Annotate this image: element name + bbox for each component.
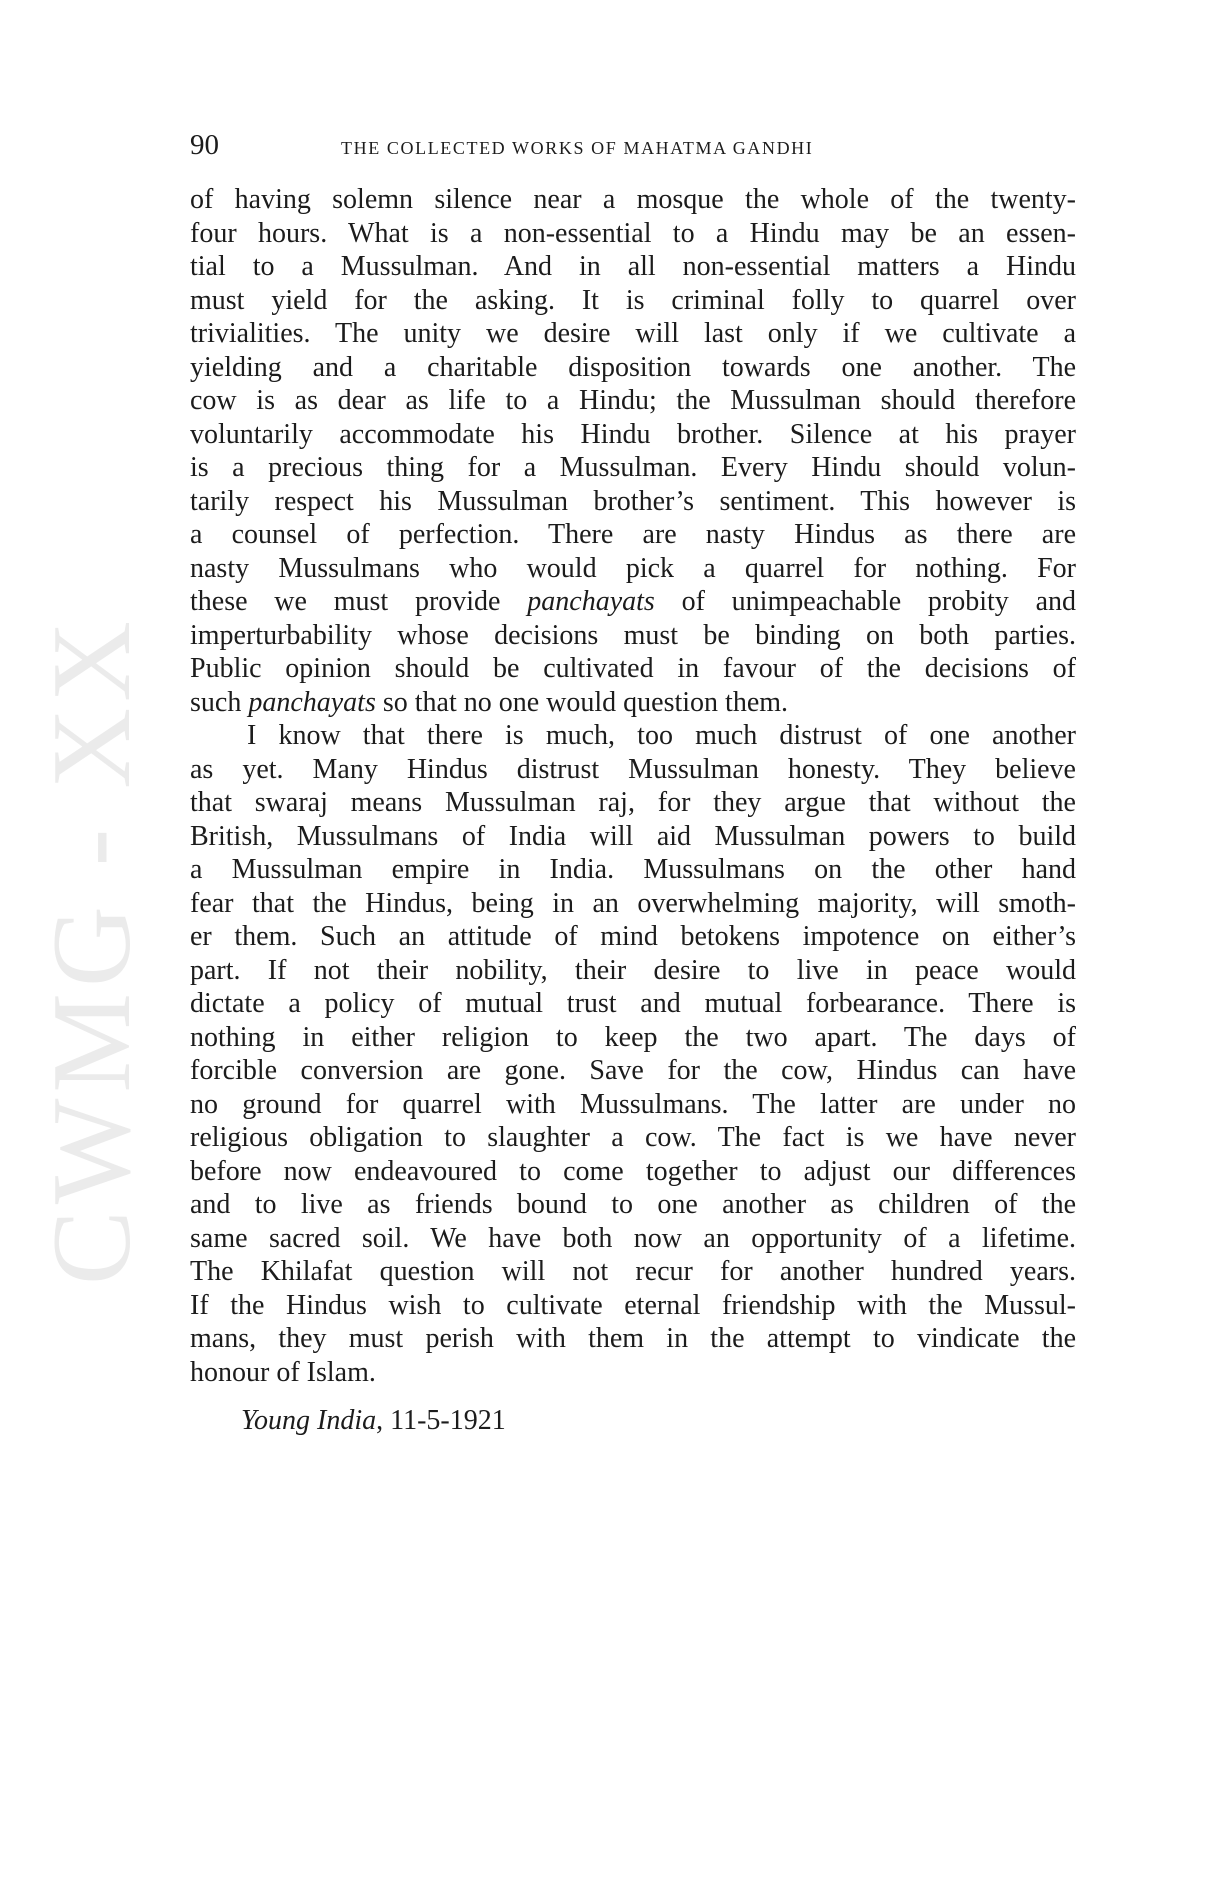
text-line bbox=[190, 1322, 1076, 1356]
text-line bbox=[190, 753, 1076, 787]
text-line bbox=[190, 585, 1076, 619]
text-segment: a Mussulman empire in India. Mussulmans on the other hand bbox=[190, 854, 1076, 885]
text-segment: nothing in either religion to keep the two apart. The days of bbox=[190, 1021, 1076, 1053]
text-segment: imperturbability whose decisions must be binding on both parties. bbox=[190, 619, 1076, 651]
text-line bbox=[190, 853, 1076, 887]
text-line bbox=[190, 719, 1076, 753]
text-segment: I know that there is much, too much distrust of one another bbox=[247, 720, 1076, 751]
source-date: 11-5-1921 bbox=[390, 1405, 506, 1436]
source-publication: Young India bbox=[241, 1405, 377, 1436]
source-separator: , bbox=[376, 1405, 391, 1436]
text-line bbox=[190, 485, 1076, 519]
text-line bbox=[190, 1121, 1076, 1155]
text-line bbox=[190, 652, 1076, 686]
text-line bbox=[190, 887, 1076, 921]
text-line bbox=[190, 1289, 1076, 1323]
text-line bbox=[190, 1054, 1076, 1088]
text-segment: fear that the Hindus, being in an overwhelming majority, will smoth- bbox=[190, 887, 1076, 919]
text-segment: trivialities. The unity we desire will last only if we cultivate a bbox=[190, 318, 1076, 349]
text-line bbox=[190, 786, 1076, 820]
body-text bbox=[190, 183, 1076, 1389]
text-line bbox=[190, 1255, 1076, 1289]
text-segment: such bbox=[190, 686, 249, 718]
text-segment: cow is as dear as life to a Hindu; the Mussulman should therefore bbox=[190, 385, 1076, 416]
text-segment: that swaraj means Mussulman raj, for they argue that without the bbox=[190, 787, 1076, 818]
text-line bbox=[190, 518, 1076, 552]
text-line bbox=[190, 1021, 1076, 1055]
watermark: CWMG - XX bbox=[30, 615, 154, 1285]
text-segment: as yet. Many Hindus distrust Mussulman honesty. They believe bbox=[190, 753, 1076, 785]
text-segment: er them. Such an attitude of mind betokens impotence on either’s bbox=[190, 921, 1076, 952]
running-title: THE COLLECTED WORKS OF MAHATMA GANDHI bbox=[341, 138, 814, 158]
text-segment: a counsel of perfection. There are nasty Hindus as there are bbox=[190, 519, 1076, 550]
text-line bbox=[190, 384, 1076, 418]
text-line bbox=[190, 284, 1076, 318]
text-segment: same sacred soil. We have both now an opportunity of a lifetime. bbox=[190, 1222, 1076, 1254]
paragraph bbox=[190, 719, 1076, 1389]
text-line bbox=[190, 1188, 1076, 1222]
text-segment: dictate a policy of mutual trust and mutual forbearance. There is bbox=[190, 988, 1076, 1019]
italic-term: panchayats bbox=[527, 586, 655, 617]
text-segment: If the Hindus wish to cultivate eternal friendship with the Mussul- bbox=[190, 1289, 1076, 1321]
text-segment: of unimpeachable probity and bbox=[654, 586, 1076, 617]
text-line bbox=[190, 317, 1076, 351]
text-segment: so that no one would question them. bbox=[375, 686, 789, 718]
text-segment: no ground for quarrel with Mussulmans. The latter are under no bbox=[190, 1088, 1076, 1120]
text-line bbox=[190, 1155, 1076, 1189]
text-segment: forcible conversion are gone. Save for the cow, Hindus can have bbox=[190, 1055, 1076, 1086]
text-segment: religious obligation to slaughter a cow. The fact is we have never bbox=[190, 1122, 1076, 1153]
text-segment: four hours. What is a non-essential to a Hindu may be an essen- bbox=[190, 217, 1076, 249]
text-line bbox=[190, 217, 1076, 251]
text-segment: honour of Islam. bbox=[190, 1356, 376, 1388]
text-segment: part. If not their nobility, their desire to live in peace would bbox=[190, 954, 1076, 986]
page-number: 90 bbox=[190, 129, 219, 161]
text-line bbox=[190, 686, 1076, 720]
text-segment: yielding and a charitable disposition towards one another. The bbox=[190, 351, 1076, 383]
text-line bbox=[190, 250, 1076, 284]
text-segment: must yield for the asking. It is criminal folly to quarrel over bbox=[190, 284, 1076, 316]
text-segment: of having solemn silence near a mosque the whole of the twenty- bbox=[190, 184, 1076, 215]
text-segment: voluntarily accommodate his Hindu brother. Silence at his prayer bbox=[190, 418, 1076, 450]
text-line bbox=[190, 820, 1076, 854]
text-segment: is a precious thing for a Mussulman. Every Hindu should volun- bbox=[190, 452, 1076, 483]
text-line bbox=[190, 451, 1076, 485]
paragraph bbox=[190, 183, 1076, 719]
text-line bbox=[190, 954, 1076, 988]
text-segment: tarily respect his Mussulman brother’s sentiment. This however is bbox=[190, 485, 1076, 517]
text-line bbox=[190, 351, 1076, 385]
text-segment: Public opinion should be cultivated in favour of the decisions of bbox=[190, 653, 1076, 684]
text-line bbox=[190, 418, 1076, 452]
text-line bbox=[190, 183, 1076, 217]
text-line bbox=[190, 1356, 1076, 1390]
text-segment: British, Mussulmans of India will aid Mussulman powers to build bbox=[190, 820, 1076, 852]
italic-term: panchayats bbox=[248, 686, 376, 718]
text-segment: and to live as friends bound to one another as children of the bbox=[190, 1189, 1076, 1220]
text-line bbox=[190, 920, 1076, 954]
text-line bbox=[190, 1088, 1076, 1122]
text-segment: before now endeavoured to come together to adjust our differences bbox=[190, 1155, 1076, 1187]
text-segment: mans, they must perish with them in the attempt to vindicate the bbox=[190, 1323, 1076, 1354]
text-segment: nasty Mussulmans who would pick a quarrel for nothing. For bbox=[190, 552, 1076, 584]
source-citation bbox=[241, 1404, 506, 1438]
text-line bbox=[190, 552, 1076, 586]
text-segment: The Khilafat question will not recur for another hundred years. bbox=[190, 1256, 1076, 1287]
text-line bbox=[190, 1222, 1076, 1256]
text-line bbox=[190, 619, 1076, 653]
page-header bbox=[190, 128, 1076, 164]
text-segment: these we must provide bbox=[190, 586, 528, 617]
text-line bbox=[190, 987, 1076, 1021]
text-segment: tial to a Mussulman. And in all non-essential matters a Hindu bbox=[190, 251, 1076, 282]
